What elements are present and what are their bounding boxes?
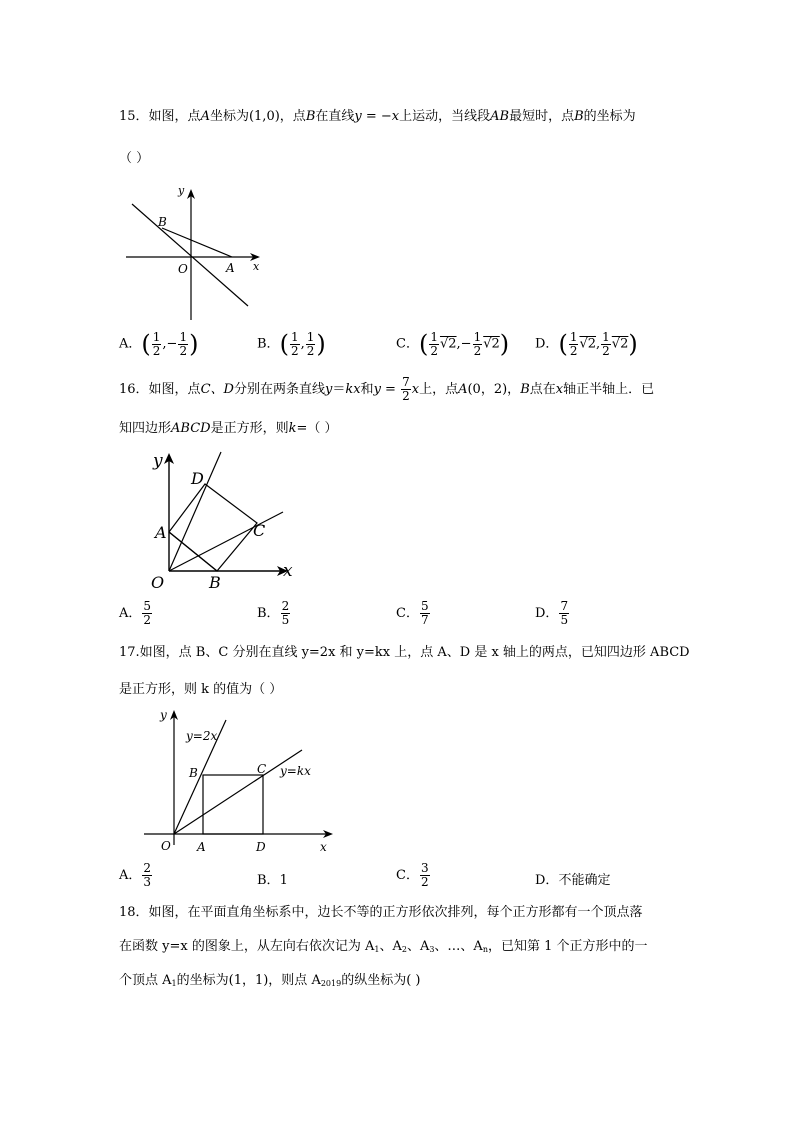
q16-fig-x-label: x — [283, 561, 293, 581]
q16-fig-point-c: C — [253, 521, 266, 540]
q16-option-b[interactable]: B． $\frac{2}{5}$ — [257, 599, 290, 627]
q17-fig-x-label: x — [320, 840, 327, 854]
q15-option-b[interactable]: B．( $\frac{1}{2}$ , $\frac{1}{2}$ ) — [257, 329, 326, 358]
q17-fig-point-d: D — [256, 840, 266, 854]
q17-option-a[interactable]: A． $\frac{2}{3}$ — [119, 861, 152, 889]
q16-fig-point-a: A — [155, 523, 167, 542]
q18-stem-line3: 个顶点 $A_1$的坐标为(1，1)，则点 $A_{2019}$的纵坐标为( ) — [119, 973, 421, 988]
q16-figure — [145, 450, 305, 595]
q17-stem-line1: 17.如图，点 B、C 分别在直线 y=2x 和 y=kx 上，点 A、D 是 x 轴上的两点，已知四边形 ABCD — [119, 645, 690, 660]
q15-option-d[interactable]: D．( $\frac{1}{2}$ √2, $\frac{1}{2}$ √2) — [535, 329, 638, 358]
q15-answer-paren: （ ） — [119, 151, 150, 166]
q15-fig-point-b: B — [158, 215, 167, 229]
q17-figure — [140, 705, 340, 857]
q16-stem-line1: 16．如图，点C、D分别在两条直线y＝kx和y = $\frac{7}{2}$ x上，点A(0，2)，B点在x轴正半轴上．已 — [119, 375, 655, 403]
q17-option-d[interactable]: D．不能确定 — [535, 873, 611, 888]
q15-fig-point-a: A — [226, 261, 235, 275]
q16-fig-y-label: y — [153, 451, 163, 471]
q17-option-c[interactable]: C． $\frac{3}{2}$ — [396, 861, 429, 889]
q15-figure — [120, 182, 270, 327]
q17-fig-point-c: C — [257, 762, 267, 776]
q16-stem-line2: 知四边形ABCD是正方形，则k=（ ） — [119, 421, 338, 436]
q15-fig-y-label: y — [178, 184, 185, 197]
q16-fig-origin: O — [151, 573, 165, 592]
q17-fig-y-label: y — [160, 708, 167, 722]
q16-option-d[interactable]: D． $\frac{7}{5}$ — [535, 599, 569, 627]
q17-stem-line2: 是正方形，则 k 的值为（ ） — [119, 682, 283, 697]
q17-fig-origin: O — [161, 839, 171, 853]
q16-fig-point-b: B — [209, 573, 221, 592]
q16-fig-point-d: D — [191, 469, 204, 488]
q15-option-a[interactable]: A．( $\frac{1}{2}$ ,− $\frac{1}{2}$ ) — [119, 329, 199, 358]
q17-fig-point-a: A — [197, 840, 206, 854]
q17-fig-line-2x-label: y=2x — [186, 729, 218, 743]
q15-fig-origin: O — [178, 262, 188, 276]
q15-stem: 15．如图，点A坐标为(1,0)，点B在直线y = −x上运动，当线段AB最短时，点B的坐标为 — [119, 109, 636, 124]
q15-fig-x-label: x — [253, 260, 260, 273]
q16-option-c[interactable]: C． $\frac{5}{7}$ — [396, 599, 429, 627]
q18-stem-line1: 18．如图，在平面直角坐标系中，边长不等的正方形依次排列，每个正方形都有一个顶点落 — [119, 905, 643, 920]
q17-fig-point-b: B — [189, 766, 198, 780]
q18-stem-line2: 在函数 y=x 的图象上，从左向右依次记为 $A_1$、$A_2$、$A_3$、…、$A_n$，已知第 1 个正方形中的一 — [119, 939, 648, 954]
q17-option-b[interactable]: B．1 — [257, 873, 288, 888]
q17-fig-line-kx-label: y=kx — [280, 764, 311, 778]
q15-option-c[interactable]: C．( $\frac{1}{2}$ √2,− $\frac{1}{2}$ √2) — [396, 329, 510, 358]
q16-option-a[interactable]: A． $\frac{5}{2}$ — [119, 599, 152, 627]
